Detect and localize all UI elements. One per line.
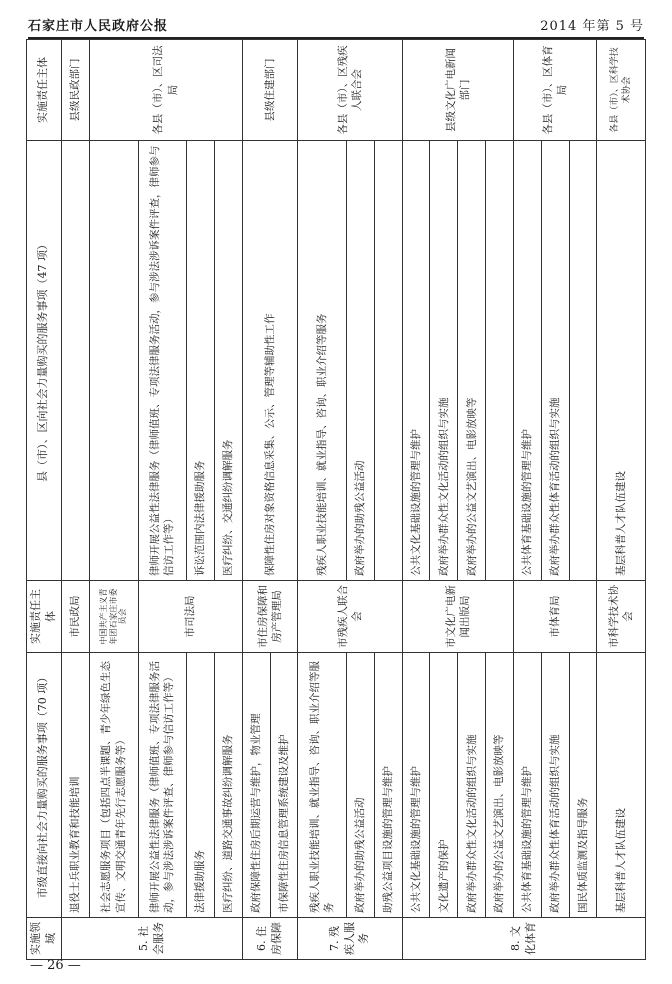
area-social: 5. 社会服务 [61, 918, 242, 960]
table-row [458, 40, 486, 960]
city-item: 政府举办群众性文化活动的组织与实施 [458, 653, 486, 918]
table-row [214, 40, 242, 960]
county-item: 政府举办群众性体育活动的组织与实施 [541, 141, 569, 581]
city-item: 基层科普人才队伍建设 [597, 653, 646, 918]
city-agency-justice: 市司法局 [138, 581, 242, 653]
table-row [597, 40, 646, 960]
header-county-agency: 实施责任主体 [27, 40, 62, 141]
city-item: 政府保障性住房后期运营与维护，物业管理 [242, 653, 270, 918]
header-city-items: 市级直接向社会力量购买的服务事项（70 项） [27, 653, 62, 918]
county-agency-civil: 县级民政部门 [61, 40, 89, 141]
county-item-empty [569, 141, 597, 581]
city-item: 社会志愿服务项目（包括四点半课题、青少年绿色生态宣传、文明交通青年先行志愿服务等） [89, 653, 138, 918]
table-row [298, 40, 346, 960]
city-item: 退役士兵职业教育和技能培训 [61, 653, 89, 918]
county-agency-culture: 县级文化广电新闻部门 [402, 40, 513, 141]
table-row [61, 40, 89, 960]
page-header [28, 8, 644, 39]
county-agency-justice: 各县（市）、区司法局 [89, 40, 242, 141]
county-item-empty [61, 141, 89, 581]
table-row [402, 40, 430, 960]
table-row [187, 40, 215, 960]
issue-number: 2014 年第 5 号 [540, 19, 644, 34]
city-agency-culture: 市文化广电新闻出版局 [402, 581, 513, 653]
county-item-empty [486, 141, 514, 581]
county-item: 政府举办群众性文化活动的组织与实施 [430, 141, 458, 581]
county-agency-disabled: 各县（市）、区残疾人联合会 [298, 40, 402, 141]
city-item: 政府举办的公益文艺演出、电影放映等 [486, 653, 514, 918]
page-number: — 26 — [30, 958, 81, 973]
table-row [138, 40, 186, 960]
header-area: 实施领域 [27, 918, 62, 960]
city-item: 国民体质监测及指导服务 [569, 653, 597, 918]
county-item: 保障性住房对象资格信息采集、公示、管理等辅助性工作 [242, 141, 298, 581]
services-table [26, 39, 646, 960]
county-item: 基层科普人才队伍建设 [597, 141, 646, 581]
table-row [513, 40, 541, 960]
city-item: 市保障性住房信息管理系统建设及维护 [270, 653, 298, 918]
city-agency-civil: 市民政局 [61, 581, 89, 653]
city-item: 公共体育基础设施的管理与维护 [513, 653, 541, 918]
city-agency-housing: 市住房保障和房产管理局 [242, 581, 298, 653]
table-row [569, 40, 597, 960]
header-county-items: 县（市）、区向社会力量购买的服务事项（47 项） [27, 141, 62, 581]
journal-title: 石家庄市人民政府公报 [28, 19, 169, 34]
city-item: 政府举办的助残公益活动 [346, 653, 374, 918]
county-item: 医疗纠纷、交通纠纷调解服务 [214, 141, 242, 581]
county-agency-housing: 县级住建部门 [242, 40, 298, 141]
county-item: 律师开展公益性法律服务（律师值班、专项法律服务活动，参与涉法涉诉案件评查，律师参与信访工作等） [138, 141, 186, 581]
county-item-empty [374, 141, 402, 581]
area-disabled: 7. 残疾人服务 [298, 918, 402, 960]
county-item: 政府举办的助残公益活动 [346, 141, 374, 581]
county-agency-science: 各县（市）、区科学技术协会 [597, 40, 646, 141]
county-item: 公共文化基础设施的管理与维护 [402, 141, 430, 581]
area-housing: 6. 住房保障 [242, 918, 298, 960]
header-city-agency: 实施责任主体 [27, 581, 62, 653]
county-item-empty [89, 141, 138, 581]
city-item: 法律援助服务 [187, 653, 215, 918]
table-header-row [27, 40, 62, 960]
table-row [541, 40, 569, 960]
table-row [346, 40, 374, 960]
county-item: 诉讼范围内法律援助服务 [187, 141, 215, 581]
rotated-table-container [26, 40, 646, 960]
city-item: 文化遗产的保护 [430, 653, 458, 918]
city-item: 律师开展公益性法律服务（律师值班、专项法律服务活动，参与涉法涉诉案件评查、律师参与信访工作等） [138, 653, 186, 918]
county-item: 政府举办的公益文艺演出、电影放映等 [458, 141, 486, 581]
city-item: 公共文化基础设施的管理与维护 [402, 653, 430, 918]
table-row [89, 40, 138, 960]
city-agency-youth: 中国共产主义青年团石家庄市委员会 [89, 581, 138, 653]
city-item: 医疗纠纷、道路交通事故纠纷调解服务 [214, 653, 242, 918]
city-agency-science: 市科学技术协会 [597, 581, 646, 653]
table-row [374, 40, 402, 960]
table-row [430, 40, 458, 960]
city-item: 助残公益项目设施的管理与维护 [374, 653, 402, 918]
city-agency-sports: 市体育局 [513, 581, 597, 653]
county-item: 残疾人职业技能培训、就业指导、咨询、职业介绍等服务 [298, 141, 346, 581]
county-agency-sports: 各县（市）、区体育局 [513, 40, 597, 141]
table-row [242, 40, 270, 960]
city-item: 残疾人职业技能培训、就业指导、咨询、职业介绍等服务 [298, 653, 346, 918]
city-agency-disabled: 市残疾人联合会 [298, 581, 402, 653]
area-culture: 8. 文化体育 [402, 918, 645, 960]
table-row [486, 40, 514, 960]
county-item: 公共体育基础设施的管理与维护 [513, 141, 541, 581]
city-item: 政府举办群众性体育活动的组织与实施 [541, 653, 569, 918]
